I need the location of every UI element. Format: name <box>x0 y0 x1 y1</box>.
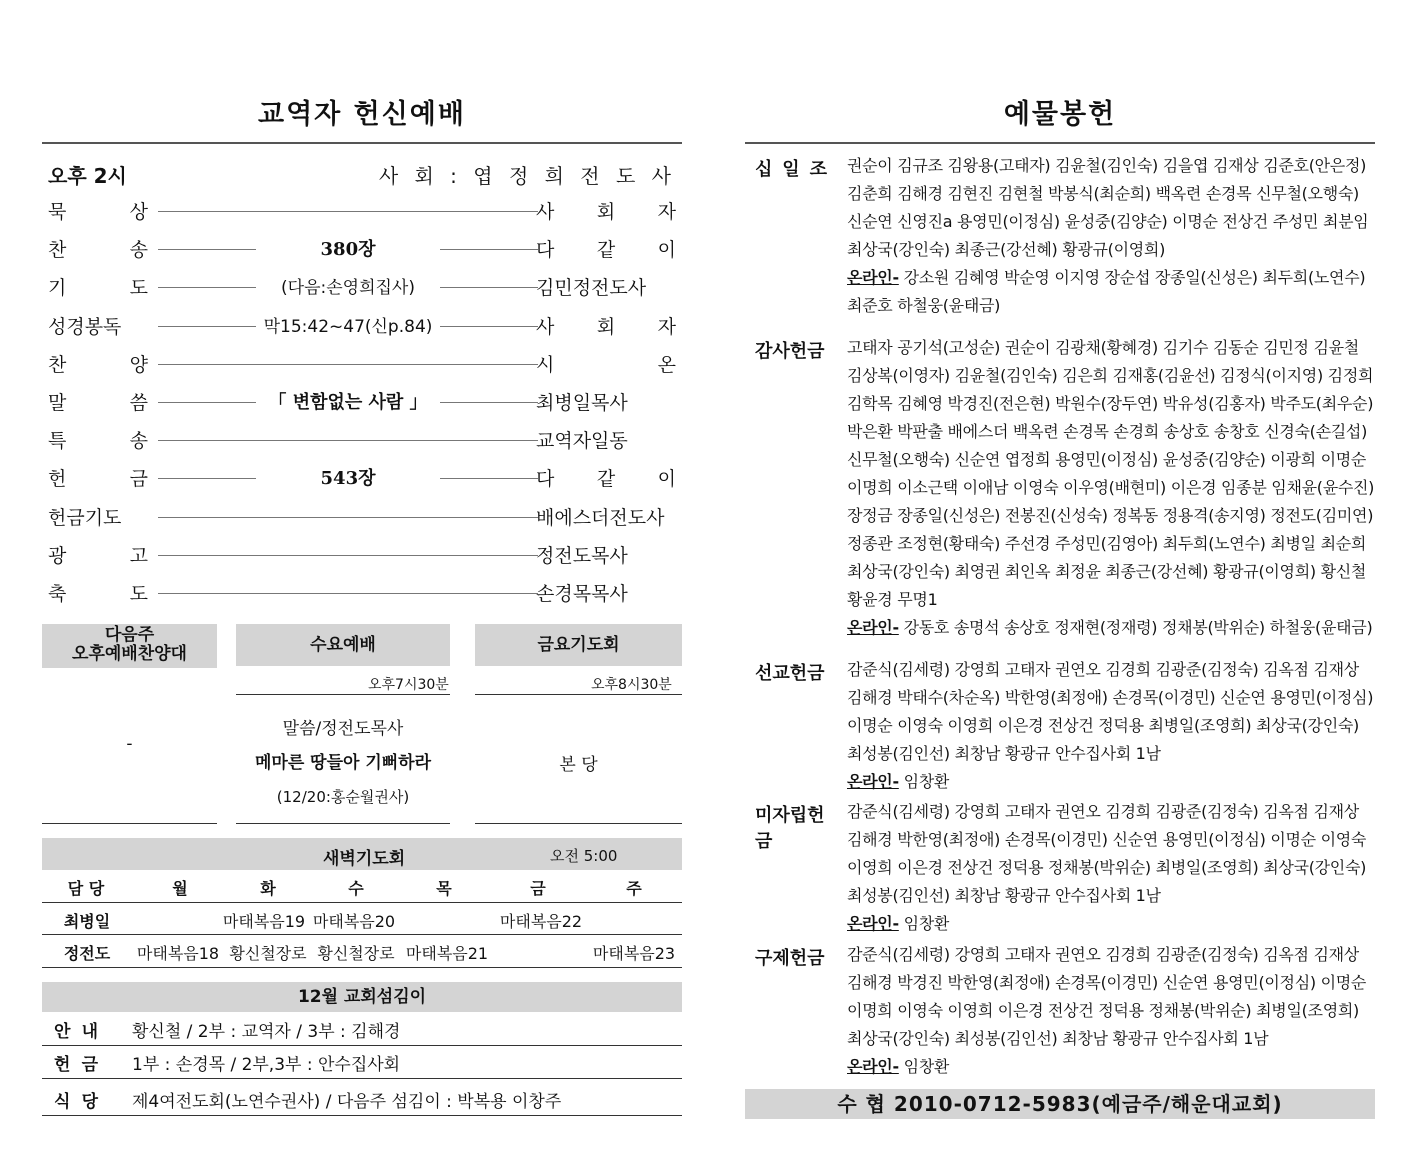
donor-line: 김해경 박경진 박한영(최정애) 손경목(이경민) 신순연 용영민(이정심) 이명순 <box>847 973 1367 992</box>
wednesday-time: 오후7시30분 <box>368 677 449 693</box>
order-item-leader: 사 회 자 <box>536 201 676 223</box>
wednesday-header: 수요예배 <box>236 624 450 666</box>
leader-line <box>158 555 538 556</box>
choir-rule-bottom <box>42 823 217 824</box>
offering-category: 십 일 조 <box>755 159 827 180</box>
online-label: 온라인- <box>847 618 899 637</box>
donor-line: 김해경 박한영(최정애) 손경목(이경민) 신순연 용영민(이정심) 이명순 이영숙 <box>847 830 1367 849</box>
servers-header: 12월 교회섬김이 <box>42 982 682 1012</box>
dawn-row1-name: 최병일 <box>63 912 111 931</box>
dawn-rule-2 <box>42 934 682 935</box>
order-item-leader: 정전도목사 <box>536 544 628 567</box>
online-label: 온라인- <box>847 772 899 791</box>
dawn-rule-1 <box>42 902 682 903</box>
order-item <box>48 273 676 303</box>
offering-names <box>847 152 1375 320</box>
server-role: 헌 금 <box>54 1055 98 1075</box>
dawn-row2-thu: 마태복음21 <box>405 944 489 963</box>
donor-line: 최성봉(김인선) 최창남 황광규 안수집사회 1남 <box>847 744 1161 763</box>
server-row-rule <box>42 1115 682 1116</box>
order-item-leader: 사 회 자 <box>536 315 676 338</box>
worship-title: 교역자 헌신예배 <box>258 99 466 130</box>
order-item-label: 말 씀 <box>48 392 148 414</box>
offering-names <box>847 656 1375 796</box>
donor-line: 권순이 김규조 김왕용(고태자) 김윤철(김인숙) 김을엽 김재상 김준호(안은정) <box>847 156 1367 175</box>
order-item <box>48 464 676 494</box>
leader-line <box>158 440 538 441</box>
order-item-leader: 김민정전도사 <box>536 277 647 300</box>
order-item <box>48 388 676 418</box>
dawn-day-header: 금 <box>530 879 546 898</box>
order-item-label: 헌금기도 <box>48 506 122 529</box>
order-item-leader: 시 온 <box>536 353 676 376</box>
bank-account: 수 협 2010-0712-5983(예금주/해운대교회) <box>745 1089 1375 1119</box>
wednesday-prayer: (12/20:홍순월권사) <box>276 788 410 806</box>
order-item <box>48 503 676 533</box>
worship-time: 오후 2시 <box>48 164 127 188</box>
order-item-detail: 막15:42~47(신p.84) <box>256 312 440 337</box>
dawn-day-header: 목 <box>436 879 452 898</box>
offering-category: 미자립헌금 <box>755 805 825 852</box>
order-item <box>48 426 676 456</box>
dawn-row2-tue: 황신철장로 <box>229 944 307 963</box>
online-line <box>847 264 1375 292</box>
donor-line: 고태자 공기석(고성순) 권순이 김광채(황혜경) 김기수 김동순 김민정 김윤철 <box>847 338 1359 357</box>
fri-rule-bottom <box>475 823 682 824</box>
online-donors: 임창환 <box>903 1057 950 1076</box>
friday-header: 금요기도회 <box>475 624 682 666</box>
online-line <box>847 614 1375 642</box>
order-item-leader: 손경목목사 <box>536 583 628 605</box>
wednesday-sermon: 메마른 땅들아 기뻐하라 <box>254 753 432 773</box>
donor-line: 최상국(강인숙) 최영권 최인옥 최정윤 최종근(강선혜) 황광규(이영희) 황신철 <box>847 562 1367 581</box>
server-role: 안 내 <box>54 1022 98 1042</box>
order-item-leader: 배에스더전도사 <box>536 506 665 529</box>
order-item <box>48 579 676 609</box>
friday-place: 본 당 <box>559 755 598 775</box>
offering-names <box>847 941 1375 1081</box>
donor-line: 박은환 박판출 배에스더 백옥련 손경목 손경희 송상호 송창호 신경숙(손길섭) <box>847 422 1368 441</box>
online-label: 온라인- <box>847 914 899 933</box>
online-donors: 강소원 김혜영 박순영 이지영 장순섭 장종일(신성은) 최두희(노연수) <box>903 268 1366 287</box>
offering-category: 감사헌금 <box>755 341 825 362</box>
wednesday-speaker: 말씀/정전도목사 <box>282 719 404 739</box>
choir-label: 오후예배찬양대 <box>72 644 187 664</box>
server-names: 황신철 / 2부 : 교역자 / 3부 : 김해경 <box>132 1022 401 1042</box>
order-item-detail: 543장 <box>256 464 440 490</box>
offering-names <box>847 798 1375 938</box>
dawn-row2-wed: 황신철장로 <box>317 944 395 963</box>
online-donors: 임창환 <box>903 914 950 933</box>
dawn-prayer-time: 오전 5:00 <box>550 847 618 865</box>
donor-line: 정종관 조정현(황태숙) 주선경 주성민(김영아) 최두희(노연수) 최병일 최순희 <box>847 534 1367 553</box>
donor-line: 김학목 김혜영 박경진(전은현) 박원수(장두연) 박유성(김홍자) 박주도(최우순) <box>847 394 1374 413</box>
dawn-day-header: 수 <box>348 879 364 898</box>
wed-rule-top <box>236 694 450 695</box>
order-item-label: 헌 금 <box>48 468 148 491</box>
offering-category: 구제헌금 <box>755 948 825 969</box>
order-item <box>48 197 676 227</box>
donor-line: 신순연 신영진a 용영민(이정심) 윤성중(김양순) 이명순 전상건 주성민 최분임 <box>847 212 1369 231</box>
wed-rule-bottom <box>236 823 450 824</box>
leader-line <box>158 593 538 594</box>
order-item <box>48 350 676 380</box>
order-item-label: 묵 상 <box>48 201 148 223</box>
order-item-leader: 최병일목사 <box>536 392 628 414</box>
dawn-prayer-header <box>42 838 682 870</box>
next-week-label: 다음주 <box>104 625 155 645</box>
leader-line <box>158 211 538 212</box>
dawn-row1-tue: 마태복음19 <box>222 912 306 931</box>
dawn-row2-sun: 마태복음23 <box>592 944 676 963</box>
fri-rule-top <box>475 694 682 695</box>
dawn-row2-mon: 마태복음18 <box>136 944 220 963</box>
donor-line: 김상복(이영자) 김윤철(김인숙) 김은희 김재홍(김윤선) 김정식(이지영) 김정희 <box>847 366 1374 385</box>
donor-line: 최상국(강인숙) 최성봉(김인선) 최창남 황광규 안수집사회 1남 <box>847 1029 1269 1048</box>
dawn-day-header: 월 <box>172 879 188 898</box>
online-line <box>847 910 1375 938</box>
dawn-prayer-title: 새벽기도회 <box>323 849 406 869</box>
dawn-day-header: 주 <box>626 879 642 898</box>
order-item <box>48 541 676 571</box>
dawn-row2-name: 정전도 <box>63 944 111 963</box>
donor-line: 이명희 이소근택 이애남 이영숙 이우영(배현미) 이은경 임종분 임채윤(윤수진) <box>847 478 1375 497</box>
online-label: 온라인- <box>847 1057 899 1076</box>
offerings-divider <box>745 142 1375 144</box>
offerings-title: 예물봉헌 <box>1003 99 1117 130</box>
order-item-label: 광 고 <box>48 544 148 567</box>
server-role: 식 당 <box>54 1092 98 1112</box>
online-line <box>847 768 1375 796</box>
order-item-leader: 교역자일동 <box>536 430 628 453</box>
order-item-detail: (다음:손영희집사) <box>256 273 440 298</box>
dawn-day-header: 담 당 <box>67 879 105 898</box>
order-item-label: 특 송 <box>48 430 148 453</box>
order-item-label: 찬 송 <box>48 239 148 262</box>
online-label: 온라인- <box>847 268 899 287</box>
order-item-detail: 「 변함없는 사람 」 <box>256 388 440 414</box>
order-item-label: 기 도 <box>48 277 148 300</box>
order-item <box>48 312 676 342</box>
order-item-label: 성경봉독 <box>48 315 122 338</box>
online-line: 최준호 하철웅(윤태금) <box>847 296 1001 315</box>
order-item-detail: 380장 <box>256 235 440 261</box>
dawn-rule-3 <box>42 967 682 968</box>
server-names: 1부 : 손경목 / 2부,3부 : 안수집사회 <box>132 1055 401 1075</box>
donor-line: 신무철(오행숙) 신순연 엽정희 용영민(이정심) 윤성중(김양순) 이광희 이명순 <box>847 450 1367 469</box>
leader-line <box>158 364 538 365</box>
order-item-leader: 다 같 이 <box>536 468 676 491</box>
order-item-label: 찬 양 <box>48 353 148 376</box>
donor-line: 이명순 이영숙 이영희 이은경 전상건 정덕용 최병일(조영희) 최상국(강인숙) <box>847 716 1359 735</box>
order-item <box>48 235 676 265</box>
dawn-row1-fri: 마태복음22 <box>499 912 583 931</box>
donor-line: 감준식(김세령) 강영희 고태자 권연오 김경희 김광준(김정숙) 김옥점 김재상 <box>847 945 1359 964</box>
offering-category: 선교헌금 <box>755 663 825 684</box>
donor-line: 장정금 장종일(신성은) 전봉진(신성숙) 정복동 정용격(송지영) 정전도(김미연) <box>847 506 1374 525</box>
friday-time: 오후8시30분 <box>591 677 672 693</box>
online-donors: 임창환 <box>903 772 950 791</box>
donor-line: 감준식(김세령) 강영희 고태자 권연오 김경희 김광준(김정숙) 김옥점 김재상 <box>847 802 1359 821</box>
next-week-choir-header <box>42 624 217 668</box>
next-week-choir-value: - <box>126 734 133 754</box>
donor-line: 감준식(김세령) 강영희 고태자 권연오 김경희 김광준(김정숙) 김옥점 김재상 <box>847 660 1359 679</box>
title-divider <box>42 142 682 144</box>
donor-line: 최상국(강인숙) 최종근(강선혜) 황광규(이영희) <box>847 240 1166 259</box>
donor-line: 황윤경 무명1 <box>847 590 938 609</box>
order-header <box>48 160 676 188</box>
donor-line: 김해경 박태수(차순옥) 박한영(최정애) 손경목(이경민) 신순연 용영민(이정심) <box>847 688 1374 707</box>
order-item-label: 축 도 <box>48 583 148 605</box>
server-row-rule <box>42 1045 682 1046</box>
leader-line <box>158 517 538 518</box>
online-donors: 강동호 송명석 송상호 정재현(정재령) 정채봉(박위순) 하철웅(윤태금) <box>903 618 1373 637</box>
server-row-rule <box>42 1078 682 1079</box>
donor-line: 최성봉(김인선) 최창남 황광규 안수집사회 1남 <box>847 886 1161 905</box>
order-item-leader: 다 같 이 <box>536 239 676 262</box>
dawn-day-header: 화 <box>260 879 276 898</box>
donor-line: 이명희 이영숙 이영희 이은경 전상건 정덕용 정채봉(박위순) 최병일(조영희) <box>847 1001 1359 1020</box>
dawn-row1-wed: 마태복음20 <box>312 912 396 931</box>
donor-line: 김춘희 김해경 김현진 김현철 박봉식(최순희) 백옥련 손경목 신무철(오행숙) <box>847 184 1359 203</box>
donor-line: 이영희 이은경 전상건 정덕용 정채봉(박위순) 최병일(조영희) 최상국(강인숙) <box>847 858 1367 877</box>
server-names: 제4여전도회(노연수권사) / 다음주 섬김이 : 박복용 이창주 <box>132 1092 562 1112</box>
online-line <box>847 1053 1375 1081</box>
worship-host: 사 회 : 엽 정 희 전 도 사 <box>378 164 676 188</box>
offering-names <box>847 334 1375 642</box>
